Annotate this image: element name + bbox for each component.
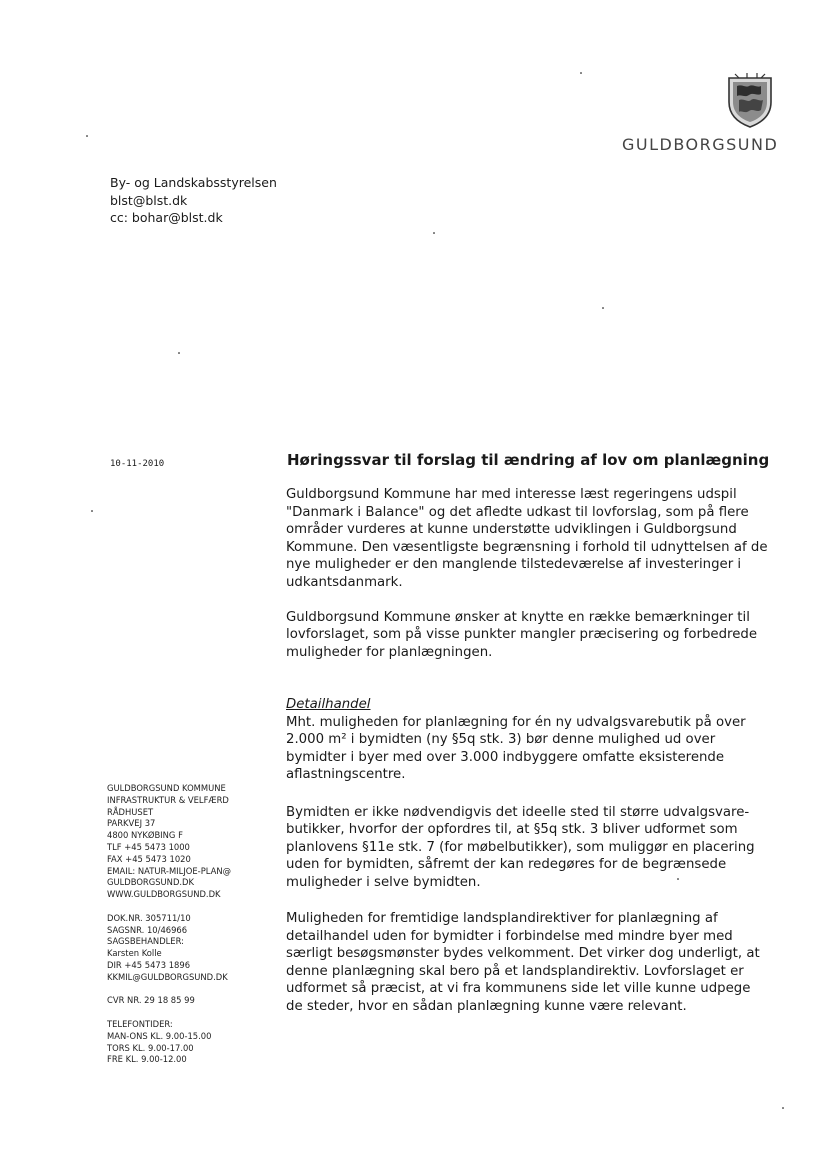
sidebar-line: RÅDHUSET xyxy=(107,806,154,817)
scan-speck xyxy=(91,510,93,512)
section-heading: Detailhandel xyxy=(286,697,371,712)
brand-wordmark: GULDBORGSUND xyxy=(622,135,779,154)
text-line: aflastningscentre. xyxy=(286,767,406,782)
scan-speck xyxy=(433,232,435,234)
letter-date: 10-11-2010 xyxy=(110,459,165,469)
sidebar-line: MAN-ONS KL. 9.00-15.00 xyxy=(107,1030,212,1041)
text-line: udformet så præcist, at vi fra kommunens side let ville kunne udpege xyxy=(286,981,751,996)
sidebar-line: PARKVEJ 37 xyxy=(107,818,156,829)
body-paragraph xyxy=(286,696,776,784)
text-line: muligheder for planlægningen. xyxy=(286,644,493,660)
text-line: Guldborgsund Kommune har med interesse læst regeringens udspil xyxy=(286,487,737,502)
recipient-cc: cc: bohar@blst.dk xyxy=(110,210,223,225)
recipient-block xyxy=(110,174,277,227)
sidebar-line: FAX +45 5473 1020 xyxy=(107,853,191,864)
sidebar-hours-block xyxy=(107,1019,231,1066)
sidebar-case-block xyxy=(107,913,231,984)
body-paragraph xyxy=(286,486,776,591)
sidebar-line: GULDBORGSUND KOMMUNE xyxy=(107,783,226,793)
sidebar-cvr-block xyxy=(107,995,231,1007)
text-line: muligheder i selve bymidten. xyxy=(286,874,481,890)
text-line: Muligheden for fremtidige landsplandirektiver for planlægning af xyxy=(286,911,718,926)
text-line: detailhandel uden for bymidter i forbindelse med mindre byer med xyxy=(286,928,733,944)
scan-speck xyxy=(178,352,180,354)
sidebar-line: GULDBORGSUND.DK xyxy=(107,877,194,888)
text-line: Guldborgsund Kommune ønsker at knytte en række bemærkninger til xyxy=(286,609,750,625)
body-paragraph xyxy=(286,910,776,1015)
text-line: særligt besøgsmønster bydes velkomment. Det virker dog underligt, at xyxy=(286,946,760,961)
sidebar-contact-info xyxy=(107,783,231,1078)
sidebar-line: DOK.NR. 305711/10 xyxy=(107,912,191,923)
text-line: lovforslaget, som på visse punkter mangler præcisering og forbedrede xyxy=(286,627,758,642)
text-line: denne planlægning skal bero på et landsplandirektiv. Lovforslaget er xyxy=(286,963,744,979)
text-line: Mht. muligheden for planlægning for én ny udvalgsvarebutik på over xyxy=(286,714,746,730)
scan-speck xyxy=(782,1107,784,1109)
sidebar-line: Karsten Kolle xyxy=(107,948,162,959)
letter-body xyxy=(286,486,776,1033)
text-line: Bymidten er ikke nødvendigvis det ideelle sted til større udvalgsvare- xyxy=(286,804,750,820)
text-line: nye muligheder er den manglende tilstedeværelse af investeringer i xyxy=(286,557,742,572)
sidebar-line: EMAIL: NATUR-MILJOE-PLAN@ xyxy=(107,865,231,876)
sidebar-line: FRE KL. 9.00-12.00 xyxy=(107,1054,187,1065)
sidebar-address-block xyxy=(107,783,231,901)
sidebar-line: INFRASTRUKTUR & VELFÆRD xyxy=(107,794,229,805)
text-line: områder vurderes at kunne understøtte udviklingen i Guldborgsund xyxy=(286,522,737,537)
scan-speck xyxy=(602,307,604,309)
sidebar-line: KKMIL@GULDBORGSUND.DK xyxy=(107,971,228,982)
text-line: bymidter i byer med over 3.000 indbyggere omfatte eksisterende xyxy=(286,749,725,765)
body-paragraph xyxy=(286,804,776,892)
sidebar-line: 4800 NYKØBING F xyxy=(107,830,183,841)
sidebar-line: SAGSBEHANDLER: xyxy=(107,936,184,947)
text-line: udkantsdanmark. xyxy=(286,574,403,590)
sidebar-line: CVR NR. 29 18 85 99 xyxy=(107,995,195,1006)
recipient-email: blst@blst.dk xyxy=(110,192,188,208)
sidebar-line: TORS KL. 9.00-17.00 xyxy=(107,1042,194,1053)
scan-speck xyxy=(677,878,679,880)
body-paragraph xyxy=(286,609,776,662)
sidebar-line: WWW.GULDBORGSUND.DK xyxy=(107,889,221,900)
text-line: planlovens §11e stk. 7 (for møbelbutikker), som muliggør en placering xyxy=(286,839,755,855)
scan-speck xyxy=(580,72,582,74)
sidebar-line: DIR +45 5473 1896 xyxy=(107,959,191,970)
text-line: "Danmark i Balance" og det afledte udkast til lovforslag, som på flere xyxy=(286,504,749,520)
guldborgsund-coat-of-arms-logo xyxy=(727,72,773,128)
recipient-name: By- og Landskabsstyrelsen xyxy=(110,175,277,190)
scan-speck xyxy=(86,135,88,137)
text-line: Kommune. Den væsentligste begrænsning i forhold til udnyttelsen af de xyxy=(286,539,768,555)
letter-title: Høringssvar til forslag til ændring af lov om planlægning xyxy=(287,451,770,469)
sidebar-line: TELEFONTIDER: xyxy=(107,1018,173,1029)
text-line: de steder, hvor en sådan planlægning kunne være relevant. xyxy=(286,998,687,1014)
text-line: uden for bymidten, såfremt der kan redegøres for de begrænsede xyxy=(286,857,727,872)
text-line: 2.000 m² i bymidten (ny §5q stk. 3) bør denne mulighed ud over xyxy=(286,732,716,747)
text-line: butikker, hvorfor der opfordres til, at §5q stk. 3 bliver udformet som xyxy=(286,822,738,837)
sidebar-line: SAGSNR. 10/46966 xyxy=(107,924,188,935)
sidebar-line: TLF +45 5473 1000 xyxy=(107,841,190,852)
